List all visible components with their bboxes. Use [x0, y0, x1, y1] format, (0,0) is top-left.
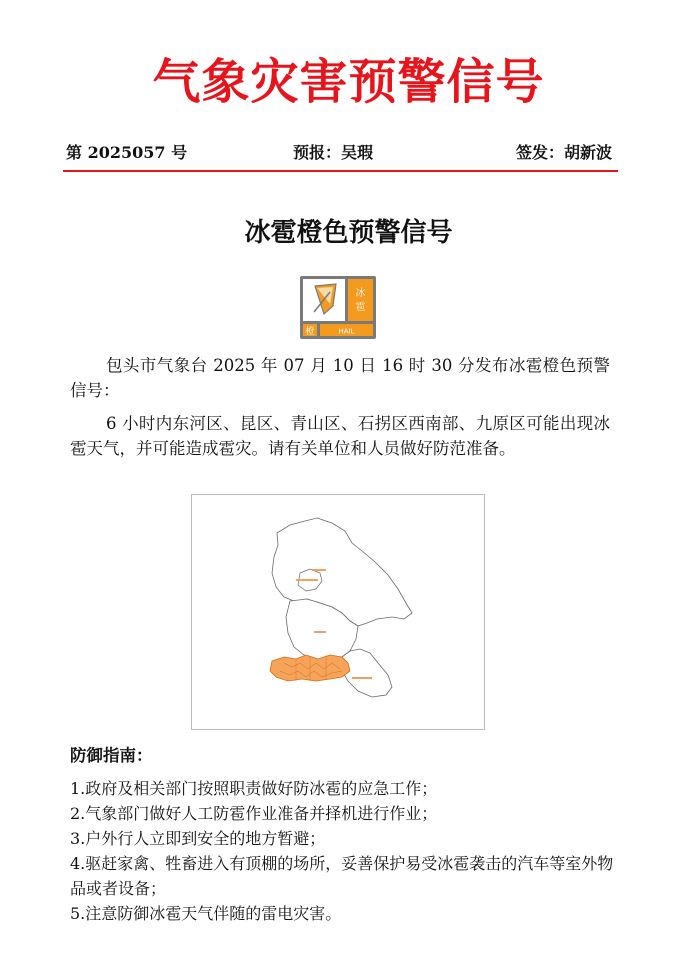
- place-label-mark: [314, 631, 326, 633]
- hail-orange-warning-icon: [300, 276, 376, 339]
- icon-top-text-1: 冰: [355, 288, 366, 299]
- guide-item: 4.驱赶家禽、牲畜进入有顶棚的场所，妥善保护易受冰雹袭击的汽车等室外物品或者设备；: [70, 854, 614, 898]
- icon-top-text-2: 雹: [355, 302, 366, 313]
- guide-item: 2.气象部门做好人工防雹作业准备并择机进行作业；: [70, 804, 438, 823]
- place-label-mark: [352, 677, 372, 679]
- detail-paragraph: 6 小时内东河区、昆区、青山区、石拐区西南部、九原区可能出现冰雹天气，并可能造成雹灾。请有关单位和人员做好防范准备。: [70, 414, 610, 458]
- place-label-mark: [312, 569, 326, 571]
- document-meta: [66, 140, 612, 164]
- icon-level-text: 橙: [305, 327, 315, 337]
- forecaster: 预报：吴瑕: [293, 143, 374, 162]
- document-number: 第 2025057 号: [66, 143, 188, 162]
- place-label-mark: [296, 579, 318, 581]
- signer: 签发：胡新波: [515, 143, 612, 162]
- guide-item: 5.注意防御冰雹天气伴随的雷电灾害。: [70, 904, 342, 923]
- southeast-district: [342, 649, 392, 697]
- guide-item: 3.户外行人立即到安全的地方暂避；: [70, 829, 326, 848]
- guide-heading: 防御指南：: [70, 746, 153, 765]
- issue-paragraph: 包头市气象台 2025 年 07 月 10 日 16 时 30 分发布冰雹橙色预警信号：: [70, 356, 610, 400]
- signal-title: 冰雹橙色预警信号: [244, 218, 453, 248]
- warning-area-map: [191, 494, 485, 730]
- guide-list: [70, 776, 615, 926]
- icon-en-text: HAIL: [338, 327, 355, 336]
- baotou-district-map: [192, 495, 484, 729]
- document-title: 气象灾害预警信号: [152, 54, 545, 110]
- guide-item: 1.政府及相关部门按照职责做好防冰雹的应急工作；: [70, 779, 438, 798]
- red-divider: [63, 170, 618, 172]
